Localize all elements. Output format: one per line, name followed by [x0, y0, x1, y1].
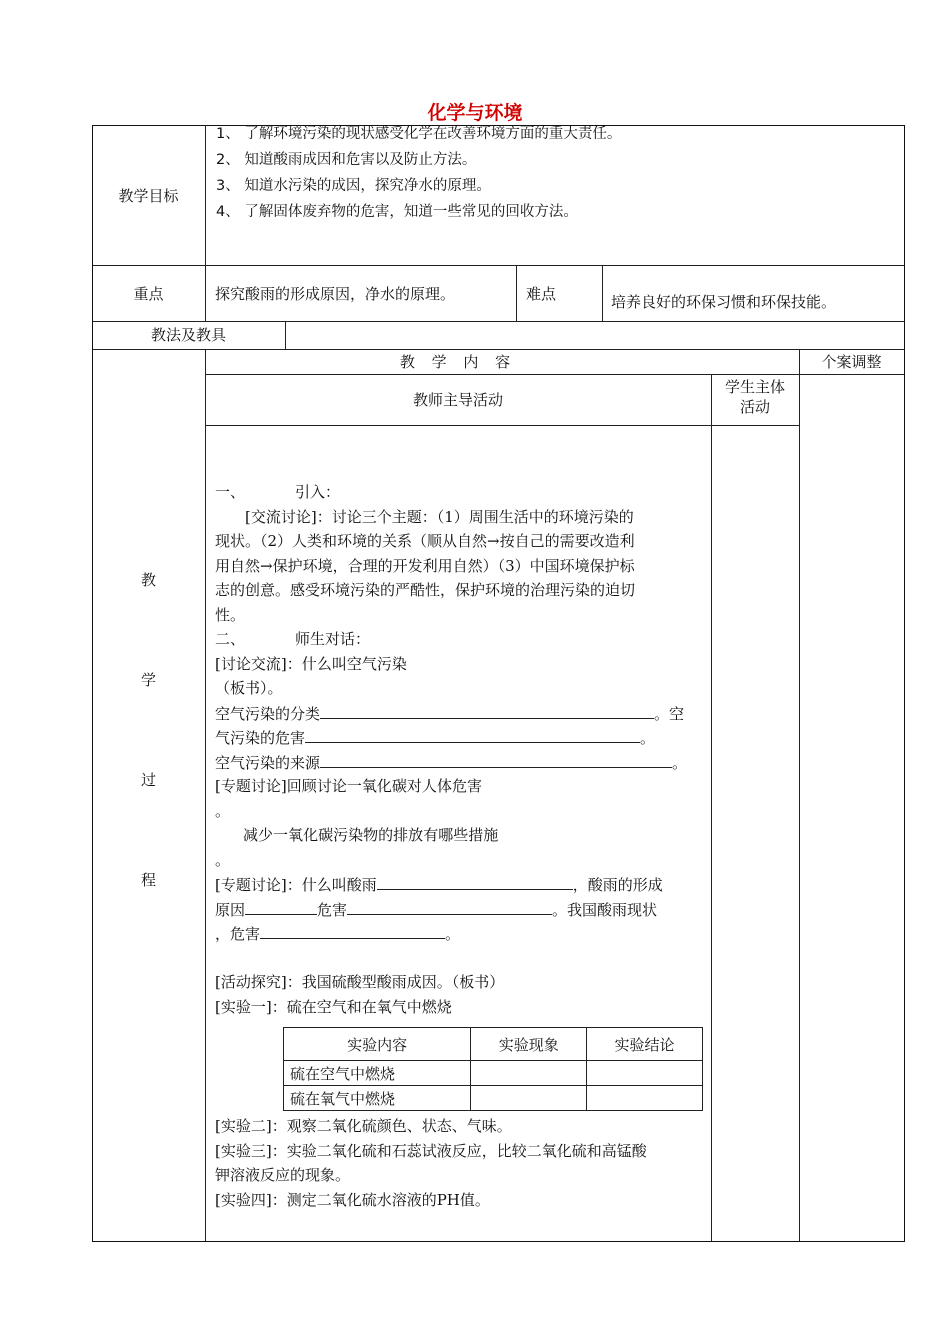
blank-air-source[interactable] [320, 750, 672, 768]
difficult-text: 培养良好的环保习惯和环保技能。 [611, 293, 837, 311]
acid-cause-line: 原因 危害 。我国酸雨现状 [215, 897, 703, 922]
section-dialog: 二、 师生对话： [215, 630, 371, 648]
key-text: 探究酸雨的形成原因，净水的原理。 [215, 285, 456, 303]
section-intro: 一、 引入： [215, 483, 341, 501]
objective-item: 3、 知道水污染的成因，探究净水的原理。 [216, 178, 491, 194]
air-harm-line: 气污染的危害 。 [215, 725, 703, 750]
acid-question: [专题讨论]：什么叫酸雨 ，酸雨的形成 [215, 872, 703, 897]
table-row: 硫在氧气中燃烧 [284, 1086, 703, 1111]
objectives-label: 教学目标 [118, 187, 179, 205]
objective-item: 2、 知道酸雨成因和危害以及防止方法。 [216, 152, 477, 168]
blank-air-harm[interactable] [305, 725, 640, 743]
methods-label: 教法及教具 [150, 326, 226, 344]
exp-header: 实验结论 [587, 1028, 703, 1061]
exp-header: 实验内容 [284, 1028, 471, 1061]
reduce-question: 减少一氧化碳污染物的排放有哪些措施 [243, 826, 499, 844]
difficult-label: 难点 [526, 285, 557, 303]
blank-acid-harm[interactable] [347, 897, 552, 915]
key-label: 重点 [133, 285, 164, 303]
blank-china-harm[interactable] [260, 921, 445, 939]
content-header: 教 学 内 容 [399, 353, 517, 371]
adjust-header: 个案调整 [821, 353, 882, 371]
objective-item: 1、 了解环境污染的现状感受化学在改善环境方面的重大责任。 [216, 126, 622, 142]
blank-air-class[interactable] [320, 701, 654, 719]
experiment-table [283, 1027, 703, 1111]
china-harm-line: ，危害 。 [215, 921, 703, 946]
teacher-header: 教师主导活动 [412, 391, 503, 409]
air-class-line: 空气污染的分类 。空 [215, 701, 703, 726]
objective-item: 4、 了解固体废弃物的危害，知道一些常见的回收方法。 [216, 204, 578, 220]
exp-header: 实验现象 [471, 1028, 587, 1061]
student-header: 学生主体 活动 [724, 378, 785, 416]
air-question: [讨论交流]：什么叫空气污染 [215, 654, 407, 673]
blank-acid-def[interactable] [377, 872, 573, 890]
table-row: 硫在空气中燃烧 [284, 1061, 703, 1086]
blank-acid-cause[interactable] [245, 897, 317, 915]
air-source-line: 空气污染的来源 。 [215, 750, 703, 775]
page-title: 化学与环境 [427, 102, 523, 124]
teaching-content: 一、 引入： [交流讨论]：讨论三个主题：（1）周围生活中的环境污染的 现状。（2）人类和环境的关系（顺从自然→按自己的需要改造利 用自然→保护环境，合理的开发利用自然）（3）中国环境保护标 志的创意。感受环境污染的严酷性，保护环境的治理污染的迫切 性。 二、 师生对话： [讨论交流]：什么叫空气污染 （板书）。 空气污染的分类 。空 气污染的危害 。 空气污染的来源 。 [专题讨论]回顾讨论一氧化碳对人体危害 。 减少一氧化碳污染物的排放有哪些措施 。 [专题讨论]：什么叫酸雨 ，酸雨的形成 原因 危害 。我国酸雨现状 ，危害 。 [活动探究]：我国硫酸型酸雨成因。（板书） [实验一]：硫在空气和在氧气中燃烧 [215, 480, 703, 1019]
experiments-list: [实验二]：观察二氧化硫颜色、状态、气味。 [实验三]：实验二氧化硫和石蕊试液反应，比较二氧化硫和高锰酸 钾溶液反应的现象。 [实验四]：测定二氧化硫水溶液的PH值。 [215, 1117, 647, 1209]
co-topic: [专题讨论]回顾讨论一氧化碳对人体危害 [215, 777, 482, 795]
